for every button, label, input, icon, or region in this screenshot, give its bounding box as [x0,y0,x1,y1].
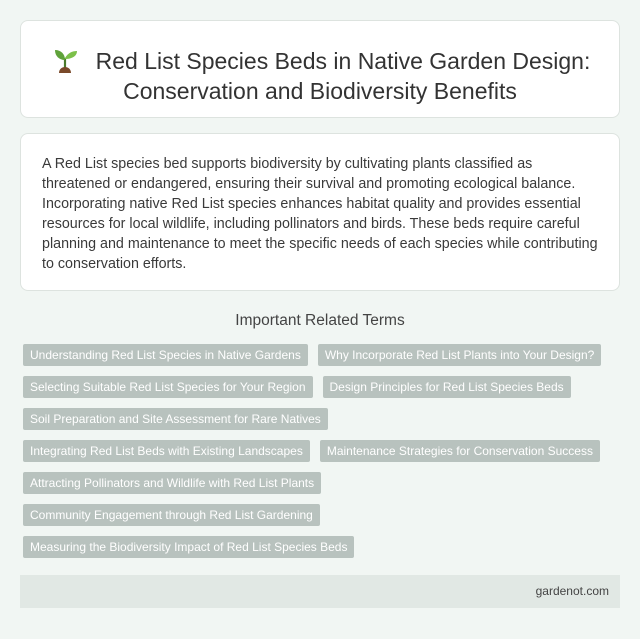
title-line-1: Red List Species Beds in Native Garden Design: [95,48,591,74]
term-tag[interactable]: Community Engagement through Red List Gardening [23,504,320,526]
term-tag[interactable]: Soil Preparation and Site Assessment for Rare Natives [23,408,328,430]
term-tag[interactable]: Understanding Red List Species in Native Gardens [23,344,308,366]
title-card [20,20,620,118]
sprout-icon [50,45,80,75]
footer [20,575,620,608]
related-terms-heading: Important Related Terms [235,312,405,329]
term-tag[interactable]: Design Principles for Red List Species Beds [323,376,571,398]
page-title [21,45,619,106]
term-tag[interactable]: Attracting Pollinators and Wildlife with Red List Plants [23,472,321,494]
site-name[interactable]: gardenot.com [535,584,609,598]
title-line-2: Conservation and Biodiversity Benefits [123,78,517,104]
term-tag[interactable]: Selecting Suitable Red List Species for Your Region [23,376,313,398]
related-terms-list [23,344,623,568]
description-text: A Red List species bed supports biodiversity by cultivating plants classified as threatened or endangered, ensuring their survival and promoting ecological balance. Incorporating native Red List species enhances habitat quality and provides essential resources for local wildlife, including pollinators and birds. These beds require careful planning and maintenance to meet the specific needs of each species while contributing to conservation efforts. [42,156,598,272]
description-card [20,133,620,291]
term-tag[interactable]: Integrating Red List Beds with Existing Landscapes [23,440,310,462]
term-tag[interactable]: Why Incorporate Red List Plants into Your Design? [318,344,601,366]
term-tag[interactable]: Measuring the Biodiversity Impact of Red List Species Beds [23,536,354,558]
term-tag[interactable]: Maintenance Strategies for Conservation Success [320,440,600,462]
